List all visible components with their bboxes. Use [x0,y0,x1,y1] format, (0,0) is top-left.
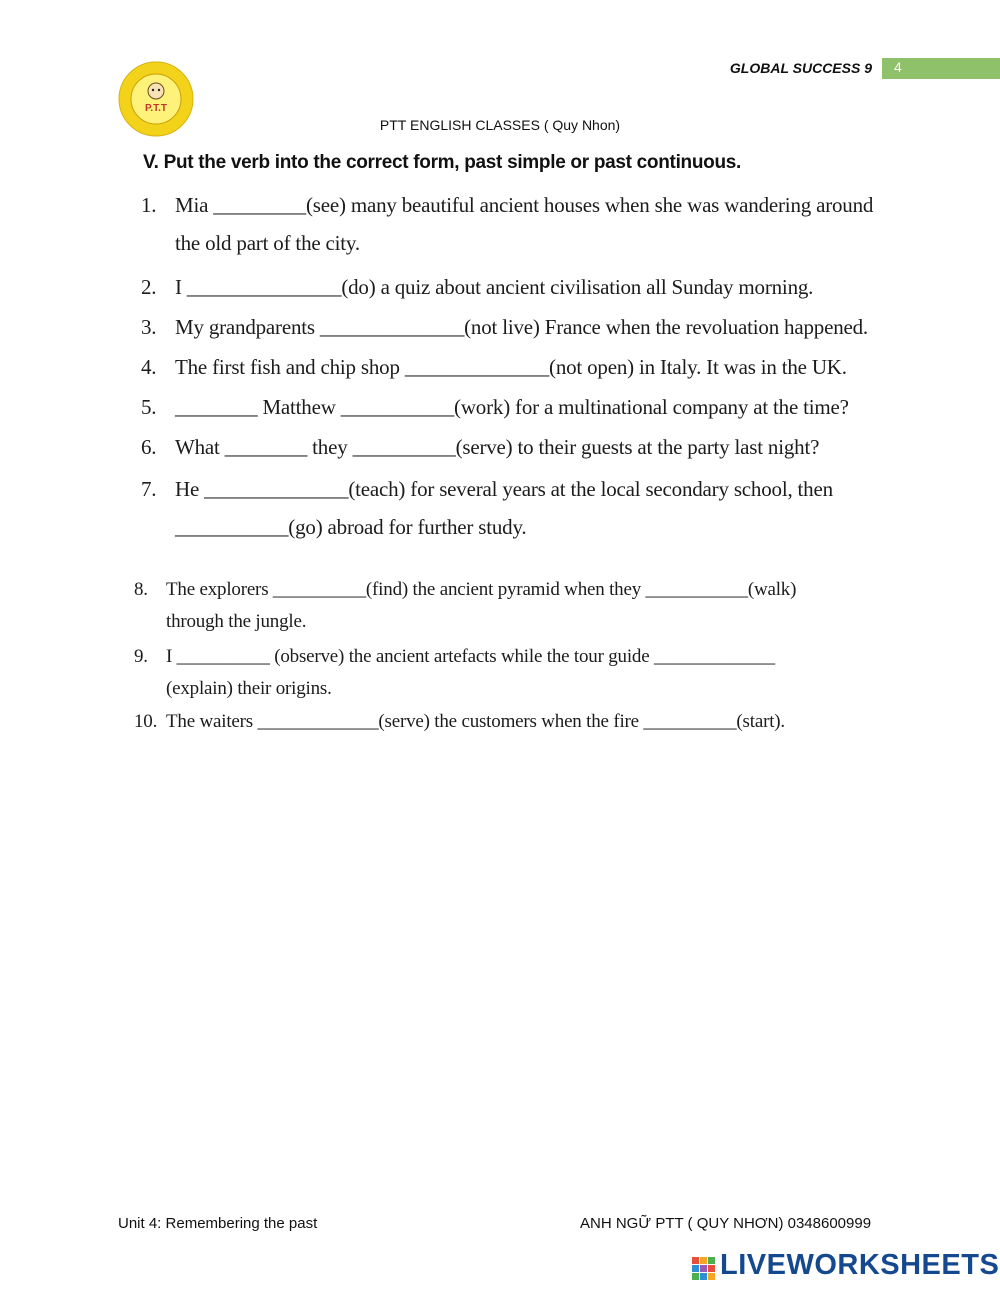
item-number: 8. [134,579,148,600]
item-text: ________ Matthew ___________(work) for a multinational company at the time? [175,395,849,419]
item-text-continued: through the jungle. [166,611,307,632]
liveworksheets-logo-icon [692,1257,716,1281]
item-text: I _______________(do) a quiz about ancient civilisation all Sunday morning. [175,275,814,299]
item-number: 5. [141,395,157,419]
ptt-logo [118,61,194,137]
logo-text: P.T.T [144,103,168,114]
page-number: 4 [894,59,902,75]
item-text: Mia _________(see) many beautiful ancient houses when she was wandering around [175,193,874,217]
item-text: I __________ (observe) the ancient artefacts while the tour guide _____________ [166,646,775,667]
page-number-bar [882,58,1000,79]
item-number: 7. [141,477,157,501]
item-number: 2. [141,275,157,299]
item-text: The explorers __________(find) the ancient pyramid when they ___________(walk) [166,579,797,600]
series-title: GLOBAL SUCCESS 9 [729,60,872,76]
item-text-continued: the old part of the city. [175,231,360,255]
item-text-continued: (explain) their origins. [166,678,332,699]
exercise-heading: V. Put the verb into the correct form, past simple or past continuous. [143,152,742,173]
item-number: 10. [134,711,158,732]
liveworksheets-label: LIVEWORKSHEETS [720,1249,1000,1281]
item-number: 1. [141,193,157,217]
item-number: 3. [141,315,157,339]
item-number: 6. [141,435,157,459]
item-number: 9. [134,646,148,667]
footer-unit: Unit 4: Remembering the past [118,1215,318,1232]
item-text: He ______________(teach) for several years at the local secondary school, then [175,477,833,501]
item-text: My grandparents ______________(not live) France when the revoluation happened. [175,315,868,339]
item-text-continued: ___________(go) abroad for further study. [175,515,527,539]
item-text: The first fish and chip shop ______________(not open) in Italy. It was in the UK. [175,355,847,379]
item-number: 4. [141,355,157,379]
footer-contact: ANH NGỮ PTT ( QUY NHƠN) 0348600999 [580,1215,872,1232]
item-text: The waiters _____________(serve) the customers when the fire __________(start). [166,711,785,732]
item-text: What ________ they __________(serve) to their guests at the party last night? [175,435,820,459]
class-subtitle: PTT ENGLISH CLASSES ( Quy Nhon) [379,117,621,133]
